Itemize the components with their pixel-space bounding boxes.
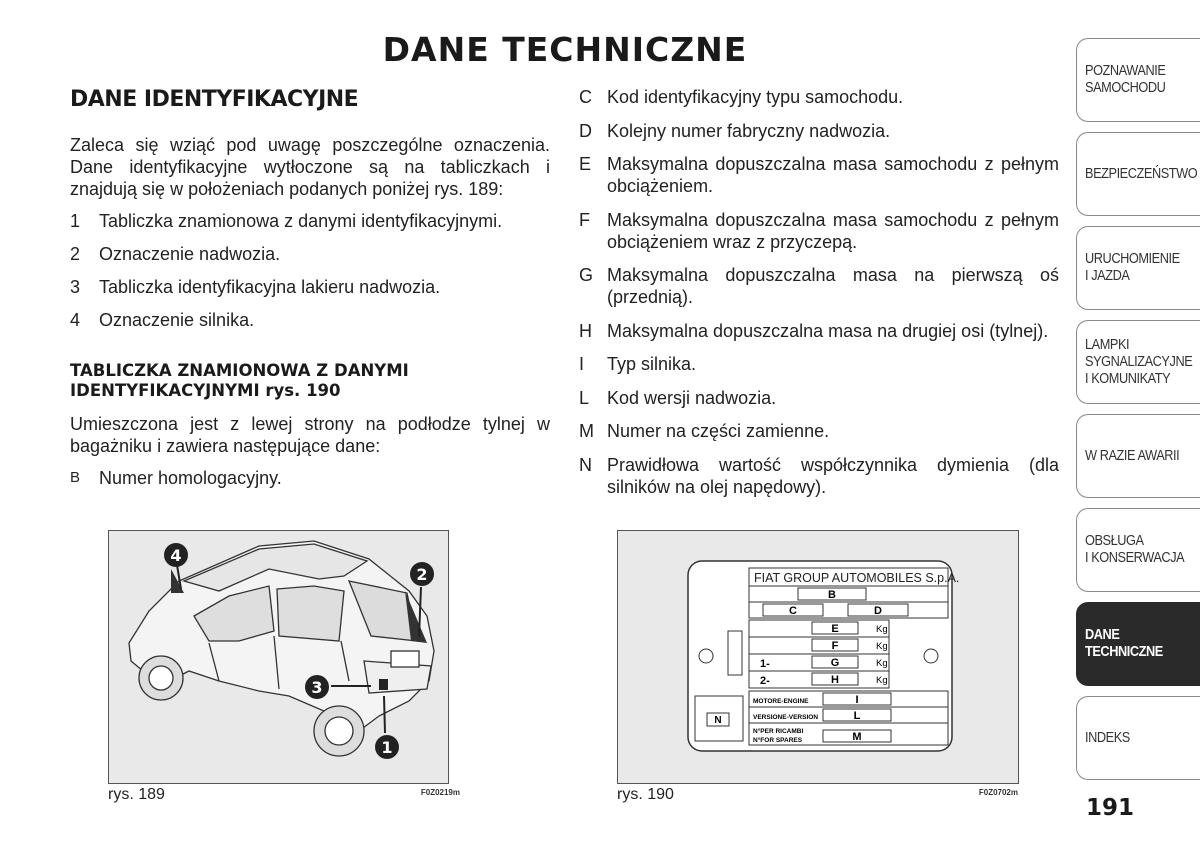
plate-illustration	[618, 531, 1018, 783]
page-title: DANE TECHNICZNE	[382, 30, 748, 69]
figure2-code: F0Z0702m	[978, 788, 1018, 797]
list-item	[579, 153, 1059, 197]
tab-label: LAMPKI SYGNALIZACYJNE I KOMUNIKATY	[1085, 336, 1193, 387]
item-text: Maksymalna dopuszczalna masa na pierwszą oś (przednią).	[607, 265, 1059, 307]
item-text: Maksymalna dopuszczalna masa samochodu z pełnym obciążeniem wraz z przyczepą.	[607, 209, 1059, 252]
plate-n: N	[714, 715, 722, 726]
tab-lampki-sygnalizacyjne[interactable]	[1076, 320, 1200, 404]
left-column	[70, 86, 550, 500]
list-item	[579, 209, 1059, 253]
item-text: Typ silnika.	[607, 354, 697, 374]
list-item	[579, 353, 1059, 375]
list-item	[70, 309, 550, 331]
tab-label: POZNAWANIE SAMOCHODU	[1085, 63, 1166, 96]
plate-kg-h: Kg	[876, 675, 888, 686]
plate-version-label: VERSIONE-VERSION	[753, 714, 819, 721]
list-item	[579, 120, 1059, 142]
tab-bezpieczenstwo[interactable]	[1076, 132, 1200, 216]
item-text: Maksymalna dopuszczalna masa na drugiej osi (tylnej).	[607, 320, 1049, 341]
item-key: N	[579, 454, 592, 475]
plate-spares-label-2: N°FOR SPARES	[753, 737, 803, 744]
list-item	[579, 420, 1059, 442]
marker-3: 3	[311, 678, 323, 697]
item-key: E	[579, 154, 592, 174]
item-text: Kolejny numer fabryczny nadwozia.	[607, 120, 891, 141]
plate-g: G	[830, 657, 840, 669]
plate-kg-f: Kg	[876, 641, 888, 652]
plate-e: E	[831, 623, 839, 635]
list-item	[579, 387, 1059, 409]
plate-engine-label: MOTORE-ENGINE	[753, 698, 809, 705]
marker-3-plate-shape	[379, 679, 388, 690]
figure1-code: F0Z0219m	[420, 788, 460, 797]
item-text: Kod identyfikacyjny typu samochodu.	[607, 87, 904, 107]
figure-car-locations	[108, 530, 449, 784]
list-item	[579, 86, 1059, 108]
item-key: H	[579, 320, 592, 341]
section-title: DANE IDENTYFIKACYJNE	[70, 87, 359, 112]
tab-obsluga-i-konserwacja[interactable]	[1076, 508, 1200, 592]
item-text: Tabliczka znamionowa z danymi identyfikacyjnymi.	[99, 211, 503, 231]
plate-h: H	[831, 674, 839, 686]
item-text: Kod wersji nadwozia.	[607, 387, 777, 408]
list-item	[70, 243, 550, 265]
tab-label: INDEKS	[1085, 729, 1130, 746]
subsection-title: TABLICZKA ZNAMIONOWA Z DANYMI IDENTYFIKACYJNYMI rys. 190	[70, 361, 409, 400]
tab-label: OBSŁUGA I KONSERWACJA	[1085, 533, 1185, 566]
plate-d: D	[874, 605, 882, 617]
right-column	[579, 86, 1059, 509]
marker-2: 2	[416, 565, 428, 584]
item-text: Oznaczenie silnika.	[99, 310, 255, 330]
tab-poznawanie-samochodu[interactable]	[1076, 38, 1200, 122]
figure2-caption: rys. 190	[617, 786, 674, 803]
location-list	[70, 210, 550, 331]
item-key: 1	[70, 211, 81, 231]
item-key: F	[579, 209, 590, 230]
plate-maker: FIAT GROUP AUTOMOBILES S.p.A.	[754, 571, 960, 585]
plate-kg-e: Kg	[876, 624, 888, 635]
marker-1: 1	[381, 738, 393, 757]
list-item	[70, 276, 550, 298]
item-key: B	[70, 469, 81, 486]
plate-c: C	[789, 605, 797, 617]
item-text: Oznaczenie nadwozia.	[99, 244, 281, 264]
item-text: Numer na części zamienne.	[607, 421, 830, 441]
item-key: M	[579, 421, 594, 441]
item-key: G	[579, 265, 594, 285]
plate-m: M	[852, 731, 862, 743]
plate-kg-g: Kg	[876, 658, 888, 669]
figure-id-plate	[617, 530, 1019, 784]
tab-label: W RAZIE AWARII	[1085, 447, 1180, 464]
tab-w-razie-awarii[interactable]	[1076, 414, 1200, 498]
tab-label: BEZPIECZEŃSTWO	[1085, 165, 1198, 182]
subsection-paragraph: Umieszczona jest z lewej strony na podłodze tylnej w bagażniku i zawiera następujące dane:	[70, 414, 550, 456]
item-text: Tabliczka identyfikacyjna lakieru nadwozia.	[99, 277, 441, 297]
plate-l: L	[853, 710, 861, 722]
item-text: Prawidłowa wartość współczynnika dymienia (dla silników na olej napędowy).	[607, 454, 1059, 497]
list-item	[70, 210, 550, 232]
item-key: L	[579, 387, 590, 408]
chapter-tabs	[1076, 38, 1200, 790]
tab-dane-techniczne[interactable]	[1076, 602, 1200, 686]
plate-b: B	[828, 589, 836, 601]
tab-label: URUCHOMIENIE I JAZDA	[1085, 251, 1180, 284]
list-item	[70, 467, 550, 489]
page-number: 191	[1086, 795, 1135, 821]
intro-paragraph: Zaleca się wziąć pod uwagę poszczególne oznaczenia. Dane identyfikacyjne wytłoczone są na tabliczkach i znajdują się w położeniach podanych poniżej rys. 189:	[70, 135, 550, 199]
item-key: 3	[70, 277, 81, 297]
item-key: I	[579, 354, 585, 374]
plate-f: F	[831, 640, 839, 652]
tab-label: DANE TECHNICZNE	[1085, 627, 1163, 660]
plate-i: I	[855, 694, 859, 706]
plate-list-left	[70, 467, 550, 489]
plate-spares-label-1: N°PER RICAMBI	[753, 728, 804, 735]
item-text: Maksymalna dopuszczalna masa samochodu z pełnym obciążeniem.	[607, 154, 1059, 196]
marker-4: 4	[170, 546, 182, 565]
list-item	[579, 454, 1059, 498]
tab-indeks[interactable]	[1076, 696, 1200, 780]
item-text: Numer homologacyjny.	[99, 468, 282, 488]
car-illustration	[109, 531, 448, 783]
plate-row2: 2-	[760, 675, 770, 687]
item-key: 2	[70, 244, 81, 264]
list-item	[579, 264, 1059, 308]
plate-row1: 1-	[760, 658, 770, 670]
item-key: 4	[70, 310, 81, 330]
list-item	[579, 320, 1059, 342]
item-key: D	[579, 120, 592, 141]
tab-uruchomienie-i-jazda[interactable]	[1076, 226, 1200, 310]
item-key: C	[579, 87, 592, 107]
figure1-caption: rys. 189	[108, 786, 165, 803]
